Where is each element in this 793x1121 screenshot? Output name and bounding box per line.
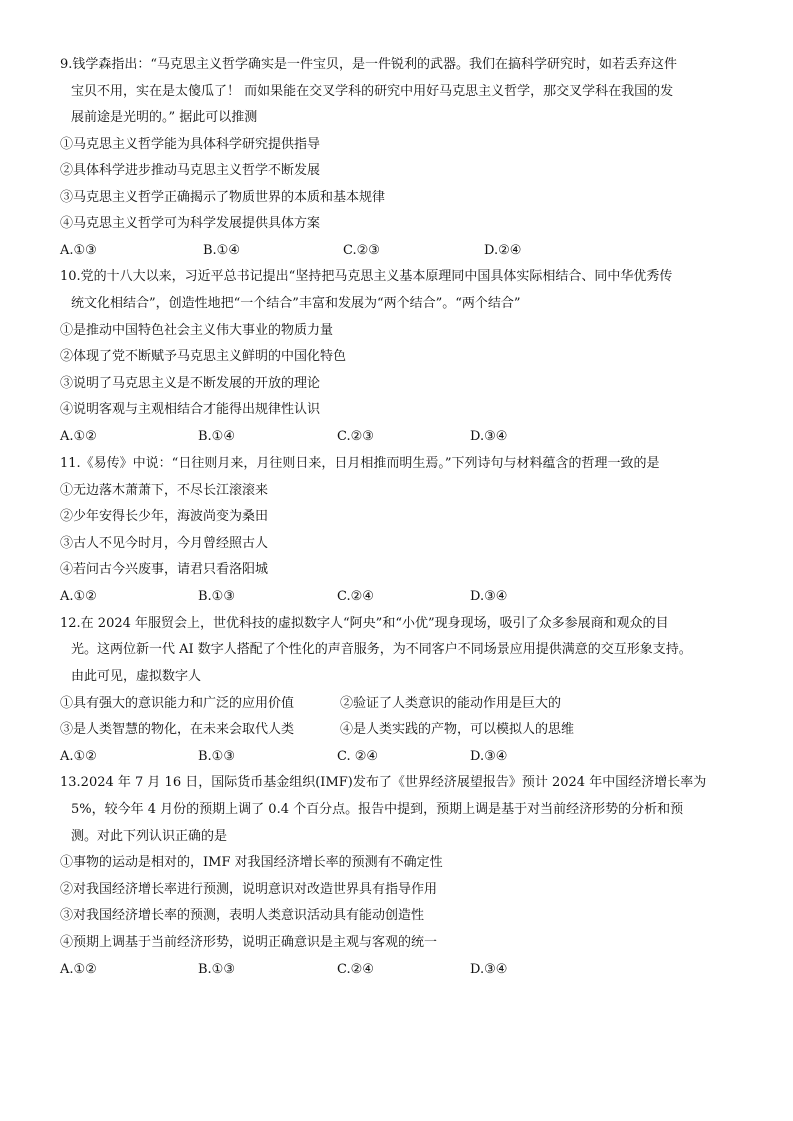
q11-statement-4: ④若问古今兴废事，请君只看洛阳城: [60, 562, 269, 577]
q12-stem-line-3: 由此可见，虚拟数字人: [71, 669, 202, 684]
q12-statement-2: ②验证了人类意识的能动作用是巨大的: [340, 696, 562, 711]
q12-stem-line-2: 光。这两位新一代 AI 数字人搭配了个性化的声音服务，为不同客户不同场景应用提供满意的交互形象支持。: [71, 642, 692, 657]
q9-answer-d: D.②④: [484, 243, 522, 258]
q12-answer-b: B.①③: [198, 749, 235, 764]
q12-statement-3: ③是人类智慧的物化，在未来会取代人类: [60, 722, 295, 737]
q10-statement-2: ②体现了党不断赋予马克思主义鲜明的中国化特色: [60, 349, 347, 364]
q13-answer-c: C.②④: [337, 962, 374, 977]
q12-answer-a: A.①②: [60, 749, 97, 764]
q13-stem-line-2: 5%，较今年 4 月份的预期上调了 0.4 个百分点。报告中提到，预期上调是基于对当前经济形势的分析和预: [71, 802, 684, 817]
q9-statement-4: ④马克思主义哲学可为科学发展提供具体方案: [60, 216, 321, 231]
q9-statement-1: ①马克思主义哲学能为具体科学研究提供指导: [60, 137, 321, 152]
q10-answer-a: A.①②: [60, 429, 97, 444]
q13-stem-line-3: 测。对此下列认识正确的是: [71, 829, 228, 844]
q10-answer-b: B.①④: [198, 429, 235, 444]
q9-stem-line-1: 9.钱学森指出：“马克思主义哲学确实是一件宝贝，是一件锐利的武器。我们在搞科学研究时，如若丢弃这件: [60, 57, 678, 72]
q9-answer-b: B.①④: [203, 243, 240, 258]
q11-statement-1: ①无边落木萧萧下，不尽长江滚滚来: [60, 483, 269, 498]
q13-stem-line-1: 13.2024 年 7 月 16 日，国际货币基金组织(IMF)发布了《世界经济展望报告》预计 2024 年中国经济增长率为: [60, 775, 707, 790]
q11-answer-a: A.①②: [60, 589, 97, 604]
q10-stem-line-2: 统文化相结合”，创造性地把“一个结合”丰富和发展为“两个结合”。“两个结合”: [71, 296, 521, 311]
q9-statement-3: ③马克思主义哲学正确揭示了物质世界的本质和基本规律: [60, 190, 386, 205]
q12-statement-1: ①具有强大的意识能力和广泛的应用价值: [60, 696, 295, 711]
q10-statement-3: ③说明了马克思主义是不断发展的开放的理论: [60, 376, 321, 391]
q13-statement-1: ①事物的运动是相对的，IMF 对我国经济增长率的预测有不确定性: [60, 855, 443, 870]
q10-statement-4: ④说明客观与主观相结合才能得出规律性认识: [60, 402, 321, 417]
q13-statement-2: ②对我国经济增长率进行预测，说明意识对改造世界具有指导作用: [60, 882, 438, 897]
q13-answer-d: D.③④: [470, 962, 508, 977]
q11-statement-2: ②少年安得长少年，海波尚变为桑田: [60, 509, 269, 524]
q12-statement-4: ④是人类实践的产物，可以模拟人的思维: [340, 722, 575, 737]
q11-answer-d: D.③④: [470, 589, 508, 604]
q9-answer-a: A.①③: [60, 243, 97, 258]
q9-answer-c: C.②③: [343, 243, 380, 258]
q12-answer-d: D.③④: [470, 749, 508, 764]
q11-answer-b: B.①③: [198, 589, 235, 604]
q9-stem-line-2: 宝贝不用，实在是太傻瓜了！ 而如果能在交叉学科的研究中用好马克思主义哲学，那交叉学科在我国的发: [71, 84, 674, 99]
q12-stem-line-1: 12.在 2024 年服贸会上，世优科技的虚拟数字人“阿央”和“小优”现身现场，吸引了众多参展商和观众的目: [60, 616, 669, 631]
q11-answer-c: C.②④: [337, 589, 374, 604]
q11-stem-line-1: 11.《易传》中说：“日往则月来，月往则日来，日月相推而明生焉。”下列诗句与材料蕴含的哲理一致的是: [60, 456, 660, 471]
q13-answer-b: B.①③: [198, 962, 235, 977]
q9-statement-2: ②具体科学进步推动马克思主义哲学不断发展: [60, 163, 321, 178]
q11-statement-3: ③古人不见今时月，今月曾经照古人: [60, 536, 269, 551]
q10-answer-d: D.③④: [470, 429, 508, 444]
q10-answer-c: C.②③: [337, 429, 374, 444]
q13-answer-a: A.①②: [60, 962, 97, 977]
q13-statement-4: ④预期上调基于当前经济形势，说明正确意识是主观与客观的统一: [60, 935, 438, 950]
q10-statement-1: ①是推动中国特色社会主义伟大事业的物质力量: [60, 323, 334, 338]
q12-answer-c: C. ②④: [337, 749, 379, 764]
q9-stem-line-3: 展前途是光明的。” 据此可以推测: [71, 110, 258, 125]
q13-statement-3: ③对我国经济增长率的预测，表明人类意识活动具有能动创造性: [60, 908, 425, 923]
q10-stem-line-1: 10.党的十八大以来，习近平总书记提出“坚持把马克思主义基本原理同中国具体实际相结合、同中华优秀传: [60, 269, 673, 284]
